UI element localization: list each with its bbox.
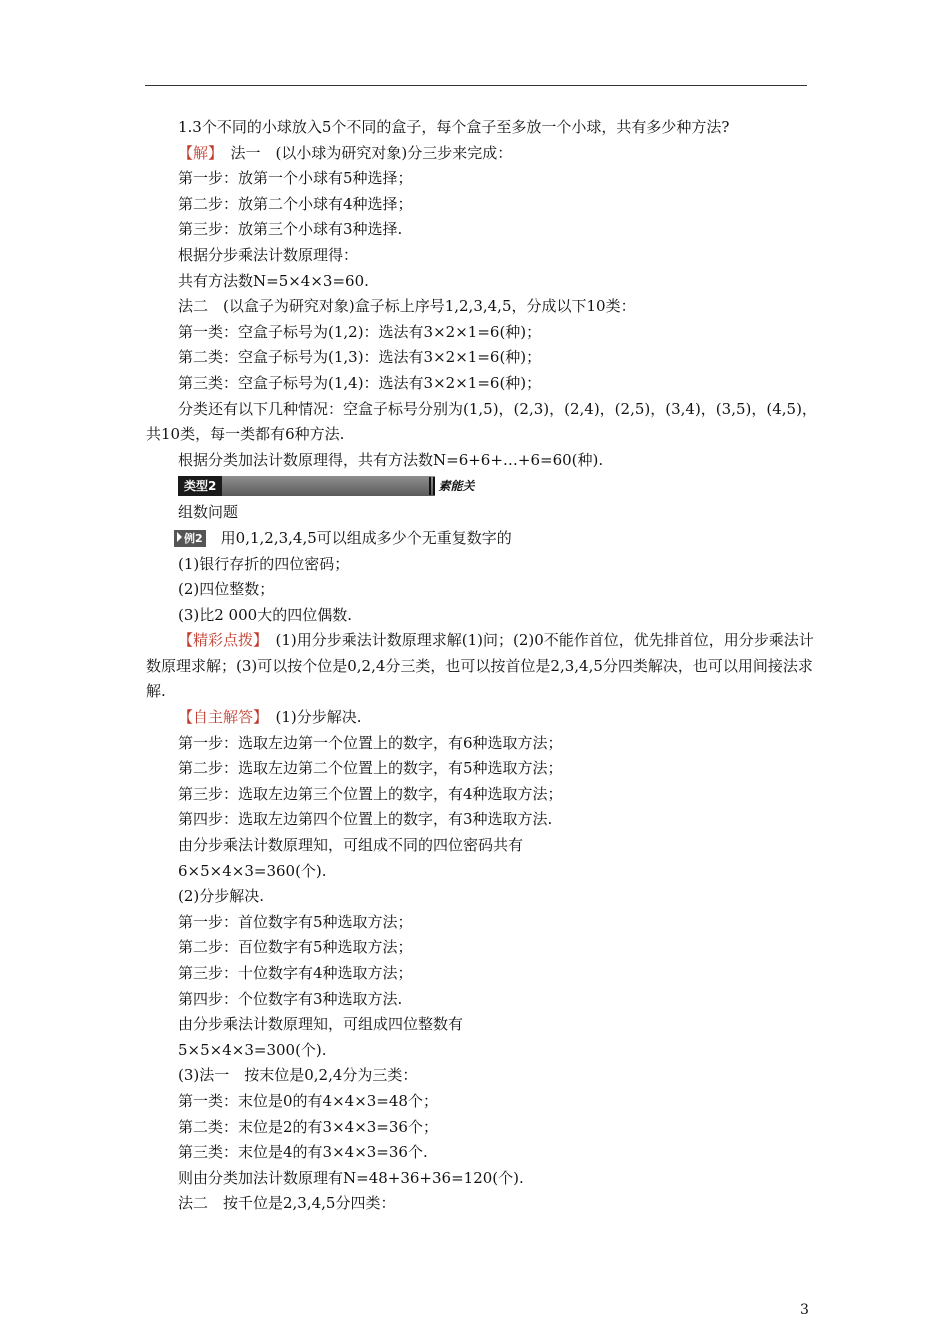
- hint-label: 【精彩点拨】: [178, 631, 261, 650]
- text-line: 第三步：放第三个小球有3种选择.: [178, 220, 403, 239]
- answer-label: 【自主解答】: [178, 708, 261, 727]
- hint-paragraph: 【精彩点拨】 (1)用分步乘法计数原理求解(1)问；(2)0不能作首位，优先排首位，用分步乘法计数原理求解；(3)可以按个位是0,2,4分三类，也可以按首位是2,3,4,5分四类解决，也可以用间接法求解.: [146, 631, 814, 701]
- text-line: (3)比2 000大的四位偶数.: [178, 605, 352, 624]
- text-line: 第三步：选取左边第三个位置上的数字，有4种选取方法；: [178, 784, 563, 803]
- problem-1: 1.3个不同的小球放入5个不同的盒子，每个盒子至多放一个小球，共有多少种方法?: [178, 118, 730, 136]
- text-line: 由分步乘法计数原理知，可组成四位整数有: [178, 1015, 464, 1034]
- text-line: 第二类：空盒子标号为(1,3)：选法有3×2×1=6(种)；: [178, 348, 542, 367]
- text-line: 则由分类加法计数原理有N=48+36+36=120(个).: [178, 1168, 524, 1187]
- section-tag: 类型2: [178, 476, 222, 496]
- text-line: 第一步：选取左边第一个位置上的数字，有6种选取方法；: [178, 733, 563, 752]
- paragraph-cases: 分类还有以下几种情况：空盒子标号分别为(1,5)，(2,3)，(2,4)，(2,5)，(3,4)，(3,5)，(4,5)，共10类，每一类都有6种方法.: [146, 399, 817, 444]
- text-line: (2)四位整数；: [178, 580, 275, 599]
- text-line: 第三步：十位数字有4种选取方法；: [178, 964, 413, 982]
- text-line: 第二类：末位是2的有3×4×3=36个；: [178, 1117, 438, 1136]
- answer-line: 【自主解答】 (1)分步解决.: [178, 708, 362, 727]
- page-number: 3: [800, 1302, 809, 1318]
- triangle-icon: [177, 532, 182, 542]
- solution-label: 【解】: [178, 143, 216, 162]
- section-banner: [178, 476, 478, 496]
- section-title: 组数问题: [178, 503, 239, 522]
- solution-line: [178, 141, 818, 167]
- text-line: 第一步：首位数字有5种选取方法；: [178, 912, 413, 931]
- text-line: 由分步乘法计数原理知，可组成不同的四位密码共有: [178, 836, 524, 855]
- example-line: [178, 526, 818, 552]
- text-line: 第一步：放第一个小球有5种选择；: [178, 169, 413, 188]
- text-line: 第四步：选取左边第四个位置上的数字，有3种选取方法.: [178, 810, 553, 829]
- example-badge: 例2: [174, 530, 206, 547]
- text-line: 共有方法数N=5×4×3=60.: [178, 271, 369, 290]
- text-line: 第三类：末位是4的有3×4×3=36个.: [178, 1143, 428, 1162]
- text-line: 第一类：空盒子标号为(1,2)：选法有3×2×1=6(种)；: [178, 322, 542, 341]
- text-line: 第三类：空盒子标号为(1,4)：选法有3×2×1=6(种)；: [178, 373, 542, 392]
- text-line: 第二步：放第二个小球有4种选择；: [178, 194, 413, 213]
- text-line: 法二 按千位是2,3,4,5分四类：: [178, 1194, 396, 1213]
- method-2-intro: 法二 (以盒子为研究对象)盒子标上序号1,2,3,4,5，分成以下10类：: [178, 297, 636, 316]
- example-question: 用0,1,2,3,4,5可以组成多少个无重复数字的: [205, 528, 512, 547]
- text-line: 根据分类加法计数原理得，共有方法数N=6+6+…+6=60(种).: [178, 450, 604, 469]
- text-line: 5×5×4×3=300(个).: [178, 1040, 327, 1059]
- page-body: [146, 115, 818, 1217]
- text-line: (3)法一 按末位是0,2,4分为三类：: [178, 1066, 418, 1085]
- text-line: 根据分步乘法计数原理得：: [178, 245, 359, 264]
- text-line: (2)分步解决.: [178, 887, 265, 906]
- text-line: 6×5×4×3=360(个).: [178, 861, 327, 880]
- header-rule: [145, 85, 807, 86]
- section-banner-label: 素能关: [435, 476, 478, 496]
- text-line: 第二步：选取左边第二个位置上的数字，有5种选取方法；: [178, 759, 563, 778]
- text-line: 第一类：末位是0的有4×4×3=48个；: [178, 1091, 438, 1110]
- method-1-intro: 法一 (以小球为研究对象)分三步来完成：: [215, 143, 513, 162]
- text-line: 第二步：百位数字有5种选取方法；: [178, 938, 413, 957]
- text-line: 第四步：个位数字有3种选取方法.: [178, 989, 403, 1008]
- text-line: (1)银行存折的四位密码；: [178, 554, 350, 573]
